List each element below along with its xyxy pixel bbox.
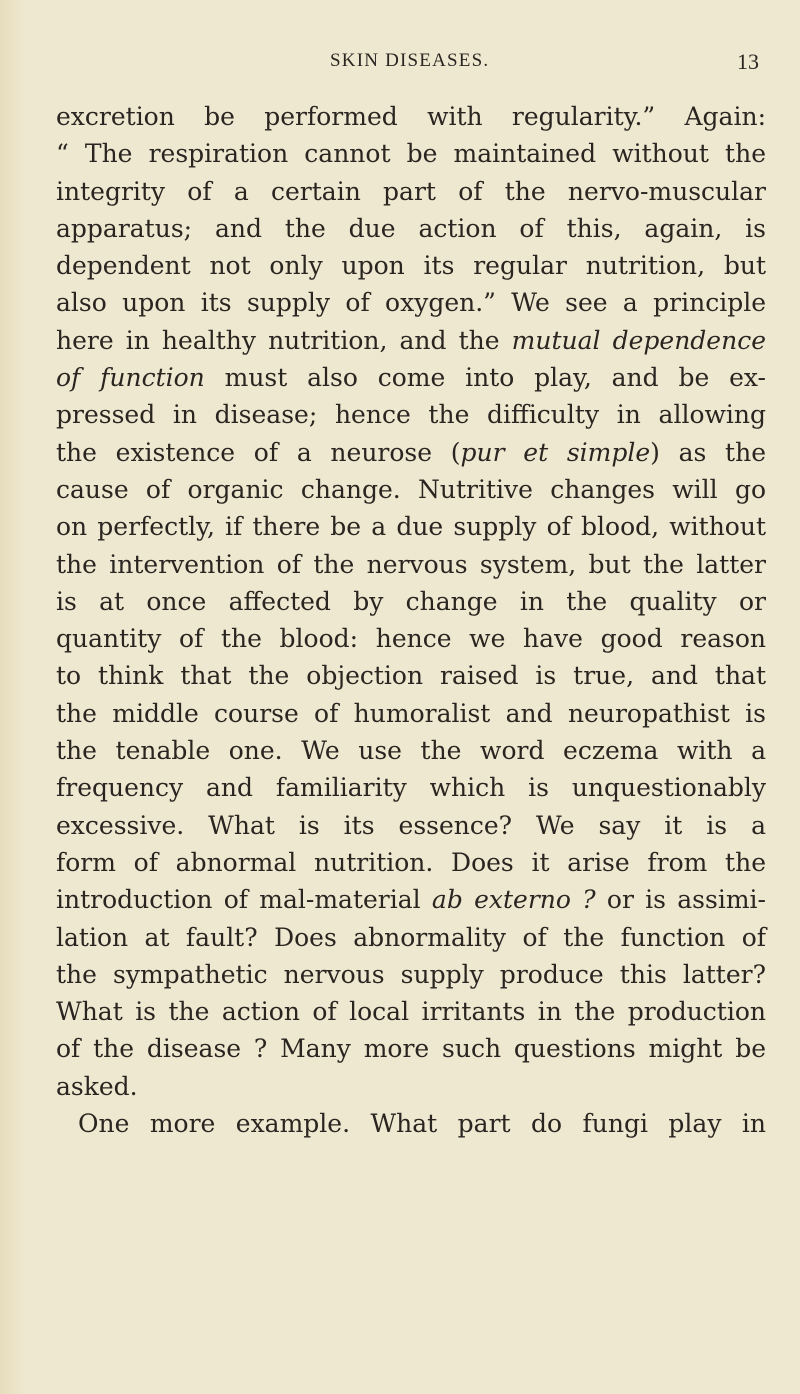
text-segment: here in healthy nutrition, and the — [56, 325, 512, 355]
text-segment: quantity of the blood: hence we have good reason — [56, 624, 766, 654]
body-text — [56, 98, 766, 1142]
page-number: 13 — [737, 49, 759, 74]
text-line — [56, 247, 766, 284]
text-line — [56, 284, 766, 321]
text-line — [56, 695, 766, 732]
text-segment: form of abnormal nutrition. Does it arise from the — [56, 847, 766, 877]
running-head — [0, 50, 800, 80]
text-line — [56, 135, 766, 172]
text-line — [56, 1068, 766, 1105]
text-segment: or is assimi- — [595, 885, 766, 915]
text-line — [56, 769, 766, 806]
text-segment: dependent not only upon its regular nutrition, but — [56, 251, 766, 281]
text-segment: of the disease ? Many more such questions might be — [56, 1034, 766, 1064]
text-segment: the tenable one. We use the word eczema with a — [56, 736, 766, 766]
text-segment: must also come into play, and be ex- — [204, 363, 767, 393]
running-title: SKIN DISEASES. — [330, 50, 490, 71]
text-line — [56, 322, 766, 359]
text-line — [56, 583, 766, 620]
text-line — [56, 471, 766, 508]
text-segment: One more example. What part do fungi play in — [78, 1109, 766, 1139]
text-segment: also upon its supply of oxygen.” We see a principle — [56, 288, 766, 318]
text-segment: is at once affected by change in the quality or — [56, 586, 766, 616]
text-line — [56, 210, 766, 247]
italic-text: mutual dependence — [511, 325, 766, 355]
text-segment: on perfectly, if there be a due supply of blood, without — [56, 512, 766, 542]
text-line — [56, 732, 766, 769]
text-line — [56, 844, 766, 881]
text-line — [56, 173, 766, 210]
text-segment: to think that the objection raised is true, and that — [56, 661, 766, 691]
text-line — [56, 919, 766, 956]
text-segment: pressed in disease; hence the difficulty in allowing — [56, 400, 766, 430]
text-segment: the sympathetic nervous supply produce this latter? — [56, 959, 766, 989]
page-gutter-shadow — [0, 0, 26, 1394]
text-segment: integrity of a certain part of the nervo-muscular — [56, 176, 766, 206]
text-segment: ) as the — [650, 437, 766, 467]
text-line — [56, 657, 766, 694]
text-line — [56, 1030, 766, 1067]
text-line — [56, 508, 766, 545]
text-segment: cause of organic change. Nutritive changes will go — [56, 474, 766, 504]
text-line — [56, 396, 766, 433]
text-segment: What is the action of local irritants in the production — [56, 997, 766, 1027]
text-segment: excretion be performed with regularity.” Again: — [56, 102, 766, 131]
italic-text: pur et simple — [460, 437, 651, 467]
text-segment: lation at fault? Does abnormality of the function of — [56, 922, 766, 952]
text-line — [56, 881, 766, 918]
text-line — [56, 98, 766, 135]
text-line — [56, 956, 766, 993]
text-segment: excessive. What is its essence? We say it is a — [56, 810, 766, 840]
text-segment: the middle course of humoralist and neuropathist is — [56, 698, 766, 728]
italic-text: of function — [56, 363, 205, 393]
text-segment: apparatus; and the due action of this, again, is — [56, 213, 766, 243]
text-line — [56, 807, 766, 844]
text-line — [56, 1105, 766, 1142]
text-line — [56, 993, 766, 1030]
text-segment: the intervention of the nervous system, but the latter — [56, 549, 766, 579]
text-line — [56, 359, 766, 396]
text-segment: introduction of mal-material — [56, 885, 432, 915]
text-segment: frequency and familiarity which is unquestionably — [56, 773, 766, 803]
text-line — [56, 434, 766, 471]
text-segment: asked. — [56, 1071, 138, 1101]
text-line — [56, 546, 766, 583]
text-segment: the existence of a neurose ( — [56, 437, 461, 467]
text-line — [56, 620, 766, 657]
text-segment: “ The respiration cannot be maintained without the — [56, 139, 766, 169]
italic-text: ab externo ? — [431, 885, 596, 915]
